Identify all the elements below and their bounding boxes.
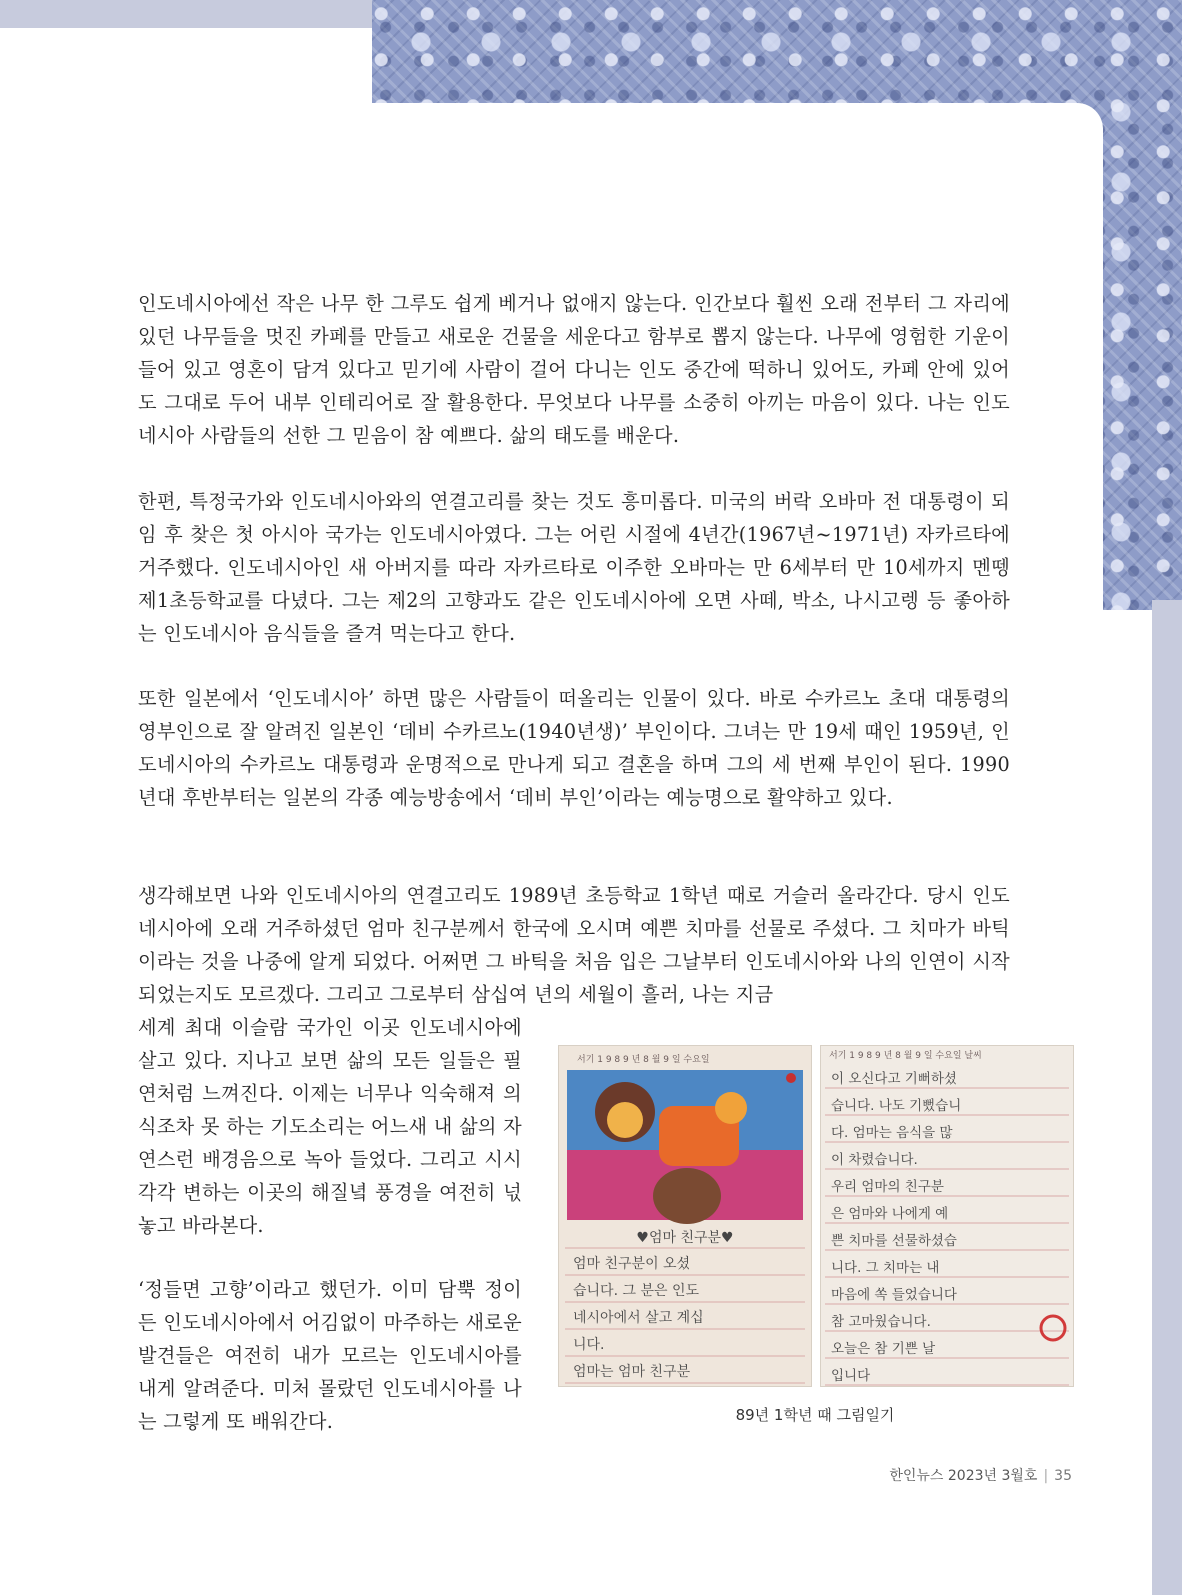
diary-line: 습니다. 그 분은 인도 — [573, 1283, 699, 1299]
magazine-issue: 한인뉴스 2023년 3월호 — [889, 1468, 1038, 1484]
paragraph-home: ‘정들면 고향’이라고 했던가. 이미 담뿍 정이 든 인도네시아에서 어김없이 마주하는 새로운 발견들은 여전히 내가 모르는 인도네시아를 내게 알려준다. 미처 몰랐던 인도네시아를 나는 그렇게 또 배워간다. — [138, 1278, 522, 1433]
diary-line: 습니다. 나도 기뻤습니 — [831, 1098, 962, 1114]
paragraph-dewi-sukarno: 또한 일본에서 ‘인도네시아’ 하면 많은 사람들이 떠올리는 인물이 있다. 바로 수카르노 초대 대통령의 영부인으로 잘 알려진 일본인 ‘데비 수카르노(1940년생)’ 부인이다. 그녀는 만 19세 때인 1959년, 인도네시아의 수카르노 대통령과 운명적으로 만나게 되고 결혼을 하며 그의 세 번째 부인이 된다. 1990년대 후반부터는 일본의 각종 예능방송에서 ‘데비 부인’이라는 예능명으로 활약하고 있다. — [138, 687, 1010, 809]
diary-line: 쁜 치마를 선물하셨습 — [831, 1233, 957, 1249]
diary-line: 엄마는 엄마 친구분 — [573, 1364, 691, 1380]
crayon-dot — [786, 1073, 796, 1083]
diary-photo-drawing — [558, 1045, 812, 1387]
diary-line: 입니다 — [831, 1368, 871, 1384]
photo-caption: 89년 1학년 때 그림일기 — [735, 1406, 895, 1424]
footer-separator: | — [1043, 1468, 1049, 1484]
diary-date-line: 서기 1 9 8 9 년 8 월 9 일 수요일 — [577, 1055, 710, 1065]
page-footer — [889, 1465, 1072, 1485]
diary-line: 엄마 친구분이 오셨 — [573, 1256, 691, 1272]
diary-line: 니다. — [573, 1337, 605, 1353]
crayon-figure-face — [607, 1102, 643, 1138]
diary-line: 오늘은 참 기쁜 날 — [831, 1341, 936, 1357]
diary-line: 참 고마웠습니다. — [831, 1314, 931, 1330]
paragraph-batik-memory: 생각해보면 나와 인도네시아의 연결고리도 1989년 초등학교 1학년 때로 거슬러 올라간다. 당시 인도네시아에 오래 거주하셨던 엄마 친구분께서 한국에 오시며 예쁜 치마를 선물로 주셨다. 그 치마가 바틱이라는 것을 나중에 알게 되었다. 어쩌면 그 바틱을 처음 입은 그날부터 인도네시아와 나의 인연이 시작되었는지도 모르겠다. 그리고 그로부터 삼십여 년의 세월이 흘러, 나는 지금 — [138, 884, 1010, 1006]
crayon-figure-head-2 — [715, 1092, 747, 1124]
crayon-basket — [653, 1168, 721, 1224]
diary-text-graphic — [821, 1046, 1073, 1386]
diary-date-line: 서기 1 9 8 9 년 8 월 9 일 수요일 날씨 — [829, 1051, 982, 1061]
right-frame-band — [1152, 600, 1182, 1595]
paragraph-obama: 한편, 특정국가와 인도네시아와의 연결고리를 찾는 것도 흥미롭다. 미국의 버락 오바마 전 대통령이 되임 후 찾은 첫 아시아 국가는 인도네시아였다. 그는 어린 시절에 4년간(1967년~1971년) 자카르타에 거주했다. 인도네시아인 새 아버지를 따라 자카르타로 이주한 오바마는 만 6세부터 만 10세까지 멘뗑 제1초등학교를 다녔다. 그는 제2의 고향과도 같은 인도네시아에 오면 사떼, 박소, 나시고렝 등 좋아하는 인도네시아 음식들을 즐겨 먹는다고 한다. — [138, 490, 1010, 645]
diary-drawing-graphic — [559, 1046, 811, 1386]
diary-heading: ♥엄마 친구분♥ — [636, 1230, 734, 1246]
page-number: 35 — [1054, 1468, 1072, 1484]
diary-line: 은 엄마와 나에게 예 — [831, 1206, 949, 1222]
diary-line: 네시아에서 살고 계십 — [573, 1310, 704, 1326]
diary-line: 우리 엄마의 친구분 — [831, 1179, 944, 1195]
paragraph-living-in-indonesia: 세계 최대 이슬람 국가인 이곳 인도네시아에 살고 있다. 지나고 보면 삶의 모든 일들은 필연처럼 느껴진다. 이제는 너무나 익숙해져 의식조차 못 하는 기도소리는 어느새 내 삶의 자연스런 배경음으로 녹아 들었다. 그리고 시시각각 변하는 이곳의 해질녘 풍경을 여전히 넋 놓고 바라본다. — [138, 1016, 522, 1237]
diary-line: 다. 엄마는 음식을 많 — [831, 1125, 953, 1141]
paragraph-trees: 인도네시아에선 작은 나무 한 그루도 쉽게 베거나 없애지 않는다. 인간보다 훨씬 오래 전부터 그 자리에 있던 나무들을 멋진 카페를 만들고 새로운 건물을 세운다고 함부로 뽑지 않는다. 나무에 영험한 기운이 들어 있고 영혼이 담겨 있다고 믿기에 사람이 걸어 다니는 인도 중간에 떡하니 있어도, 카페 안에 있어도 그대로 두어 내부 인테리어로 잘 활용한다. 무엇보다 나무를 소중히 아끼는 마음이 있다. 나는 인도네시아 사람들의 선한 그 믿음이 참 예쁘다. 삶의 태도를 배운다. — [138, 292, 1010, 447]
diary-line: 이 오신다고 기뻐하셨 — [831, 1071, 957, 1087]
diary-line: 니다. 그 치마는 내 — [831, 1260, 940, 1276]
diary-photo-text — [820, 1045, 1074, 1387]
diary-line: 마음에 쏙 들었습니다 — [831, 1287, 957, 1303]
diary-line: 이 차렸습니다. — [831, 1152, 918, 1168]
